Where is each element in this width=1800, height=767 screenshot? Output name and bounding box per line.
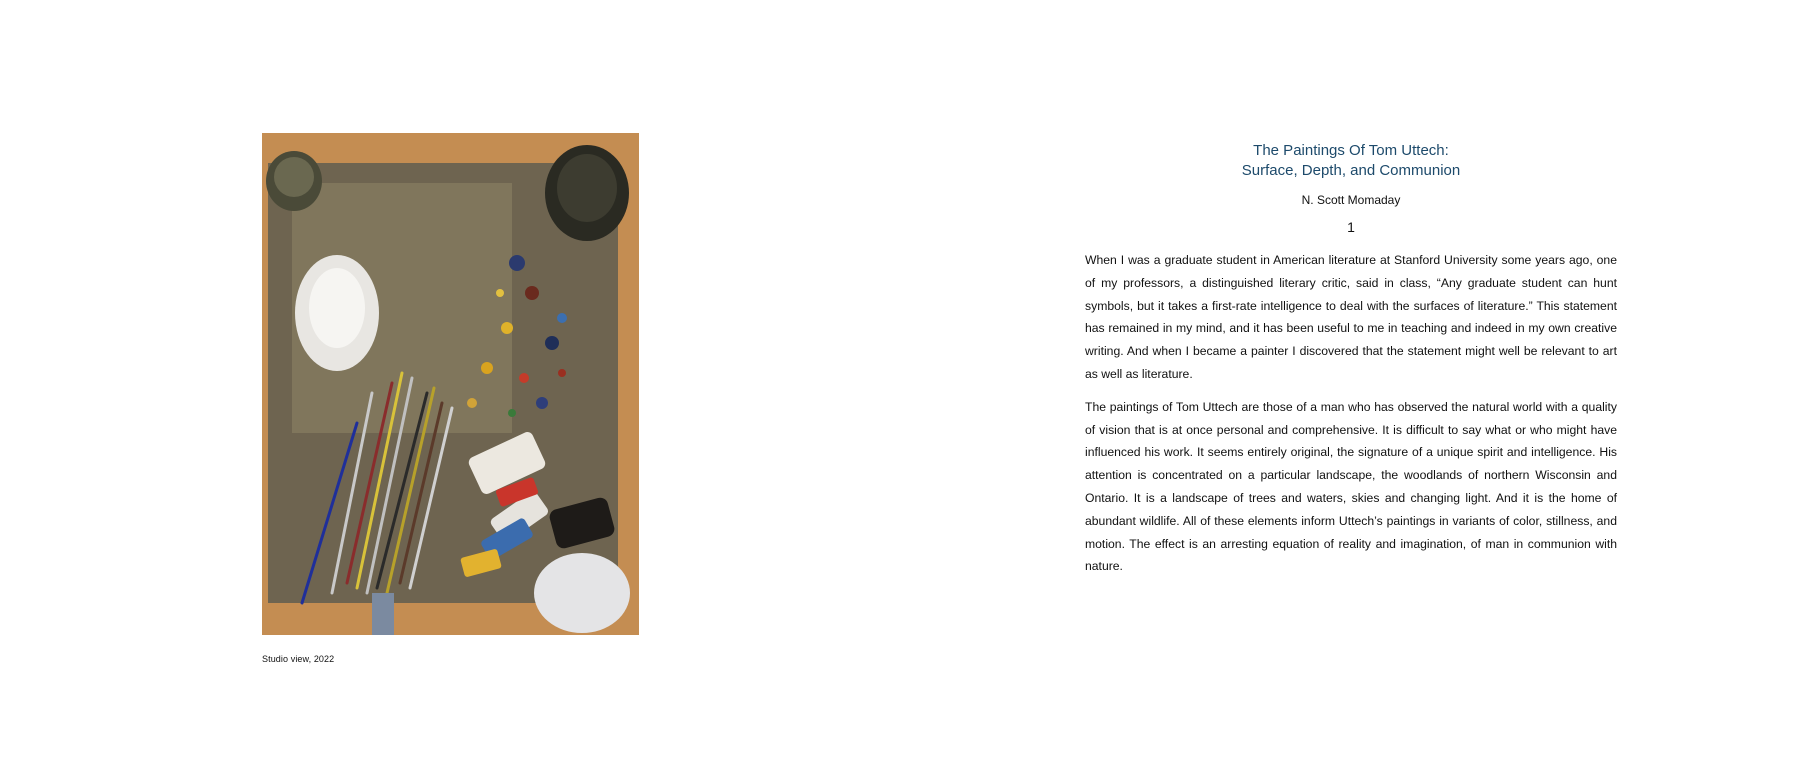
essay-author: N. Scott Momaday <box>1301 193 1401 207</box>
paragraph-1: When I was a graduate student in American literature at Stanford University some years ago, one of my professors, a distinguished literary critic, said in class, “Any graduate student can hunt symbols, but it takes a first-rate intelligence to deal with the surfaces of literature.” This statement has remained in my mind, and it has been useful to me in teaching and indeed in my own creative writing. And when I became a painter I discovered that the statement might well be relevant to art as well as literature. <box>1085 253 1617 381</box>
left-page <box>262 133 639 664</box>
essay-title <box>1085 141 1617 181</box>
section-number: 1 <box>1347 219 1355 235</box>
right-page <box>1085 133 1617 578</box>
paragraph-2: The paintings of Tom Uttech are those of a man who has observed the natural world with a quality of vision that is at once personal and comprehensive. It is difficult to say what or who might have influenced his work. It seems entirely original, the signature of a unique spirit and intelligence. His attention is concentrated on a particular landscape, the woodlands of northern Wisconsin and Ontario. It is a landscape of trees and waters, skies and changing light. And it is the home of abundant wildlife. All of these elements inform Uttech’s paintings in variants of color, stillness, and motion. The effect is an arresting equation of reality and imagination, of man in communion with nature. <box>1085 399 1617 574</box>
studio-photo <box>262 133 639 635</box>
essay-title-line2: Surface, Depth, and Communion <box>1241 162 1461 179</box>
studio-photo-illustration <box>262 133 639 635</box>
essay-title-line1: The Paintings Of Tom Uttech: <box>1253 142 1449 159</box>
photo-caption: Studio view, 2022 <box>262 654 335 664</box>
